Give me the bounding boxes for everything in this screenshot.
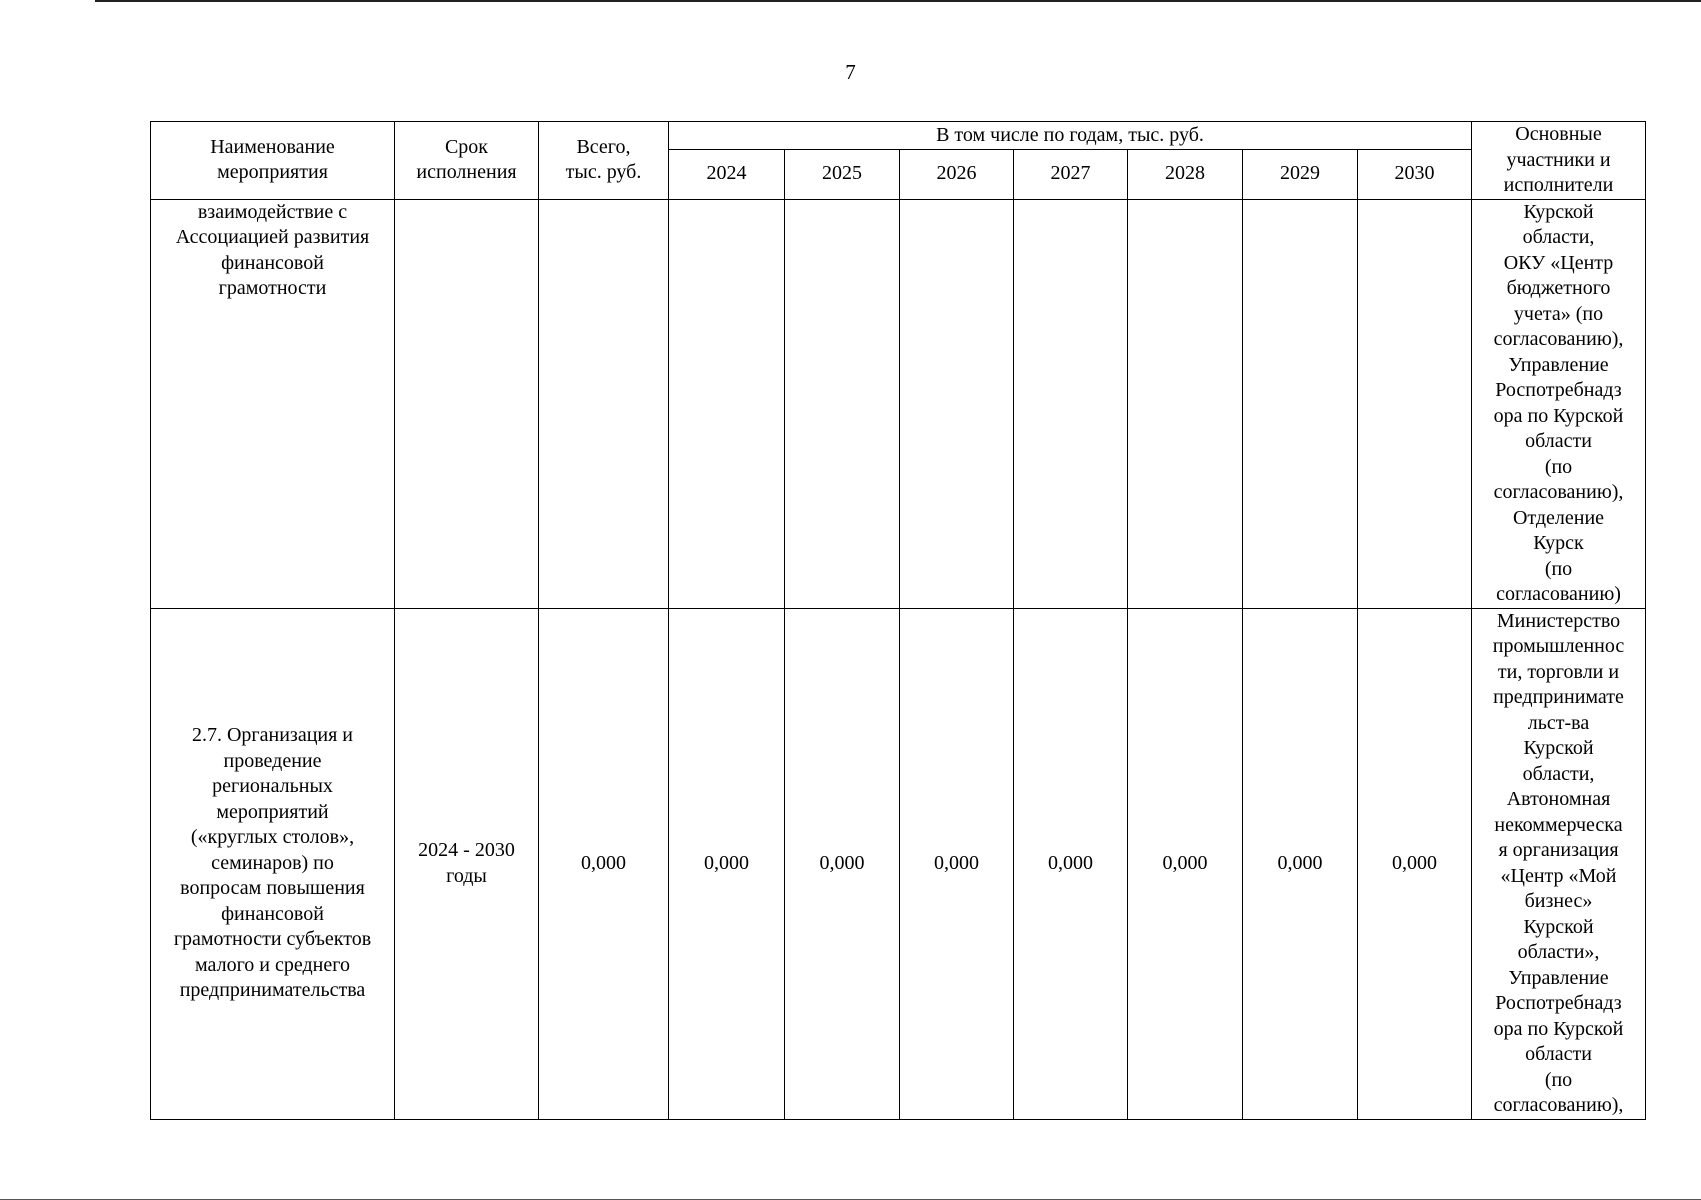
header-term: Срок исполнения (395, 122, 539, 200)
table-row (151, 199, 1646, 608)
row-year-cell (669, 199, 785, 608)
header-participants: Основные участники и исполнители (1472, 122, 1646, 200)
header-year-2026: 2026 (900, 149, 1014, 199)
header-year-2030: 2030 (1358, 149, 1472, 199)
header-year-2024: 2024 (669, 149, 785, 199)
header-total: Всего, тыс. руб. (539, 122, 669, 200)
header-by-years: В том числе по годам, тыс. руб. (669, 122, 1472, 150)
row-year-cell: 0,000 (1358, 608, 1472, 1119)
row-term-cell: 2024 - 2030 годы (395, 608, 539, 1119)
row-year-cell (785, 199, 900, 608)
row-term-cell (395, 199, 539, 608)
row-participants-cell: Курской области, ОКУ «Центр бюджетного учета» (по согласованию), Управление Роспотребнадз ора по Курской области (по согласованию), Отделение Курск (по согласованию) (1472, 199, 1646, 608)
row-year-cell (1358, 199, 1472, 608)
row-year-cell (1014, 199, 1128, 608)
row-year-cell: 0,000 (785, 608, 900, 1119)
row-name-cell: 2.7. Организация и проведение региональных мероприятий («круглых столов», семинаров) по вопросам повышения финансовой грамотности субъектов малого и среднего предпринимательства (151, 608, 395, 1119)
header-name: Наименование мероприятия (151, 122, 395, 200)
row-year-cell (1243, 199, 1358, 608)
row-year-cell: 0,000 (669, 608, 785, 1119)
row-year-cell: 0,000 (900, 608, 1014, 1119)
page-top-border (95, 0, 1701, 2)
row-participants-cell: Министерство промышленнос ти, торговли и предпринимате льст-ва Курской области, Автономная некоммерческа я организация «Центр «Мой бизнес» Курской области», Управление Роспотребнадз ора по Курской области (по согласованию), (1472, 608, 1646, 1119)
table-row (151, 608, 1646, 1119)
row-year-cell (900, 199, 1014, 608)
row-total-cell: 0,000 (539, 608, 669, 1119)
header-year-2025: 2025 (785, 149, 900, 199)
page-number: 7 (845, 60, 856, 84)
header-year-2029: 2029 (1243, 149, 1358, 199)
row-total-cell (539, 199, 669, 608)
header-year-2027: 2027 (1014, 149, 1128, 199)
row-year-cell: 0,000 (1128, 608, 1243, 1119)
header-year-2028: 2028 (1128, 149, 1243, 199)
row-year-cell: 0,000 (1014, 608, 1128, 1119)
row-year-cell: 0,000 (1243, 608, 1358, 1119)
row-year-cell (1128, 199, 1243, 608)
program-table (150, 121, 1646, 1120)
row-name-cell: взаимодействие с Ассоциацией развития финансовой грамотности (151, 199, 395, 608)
